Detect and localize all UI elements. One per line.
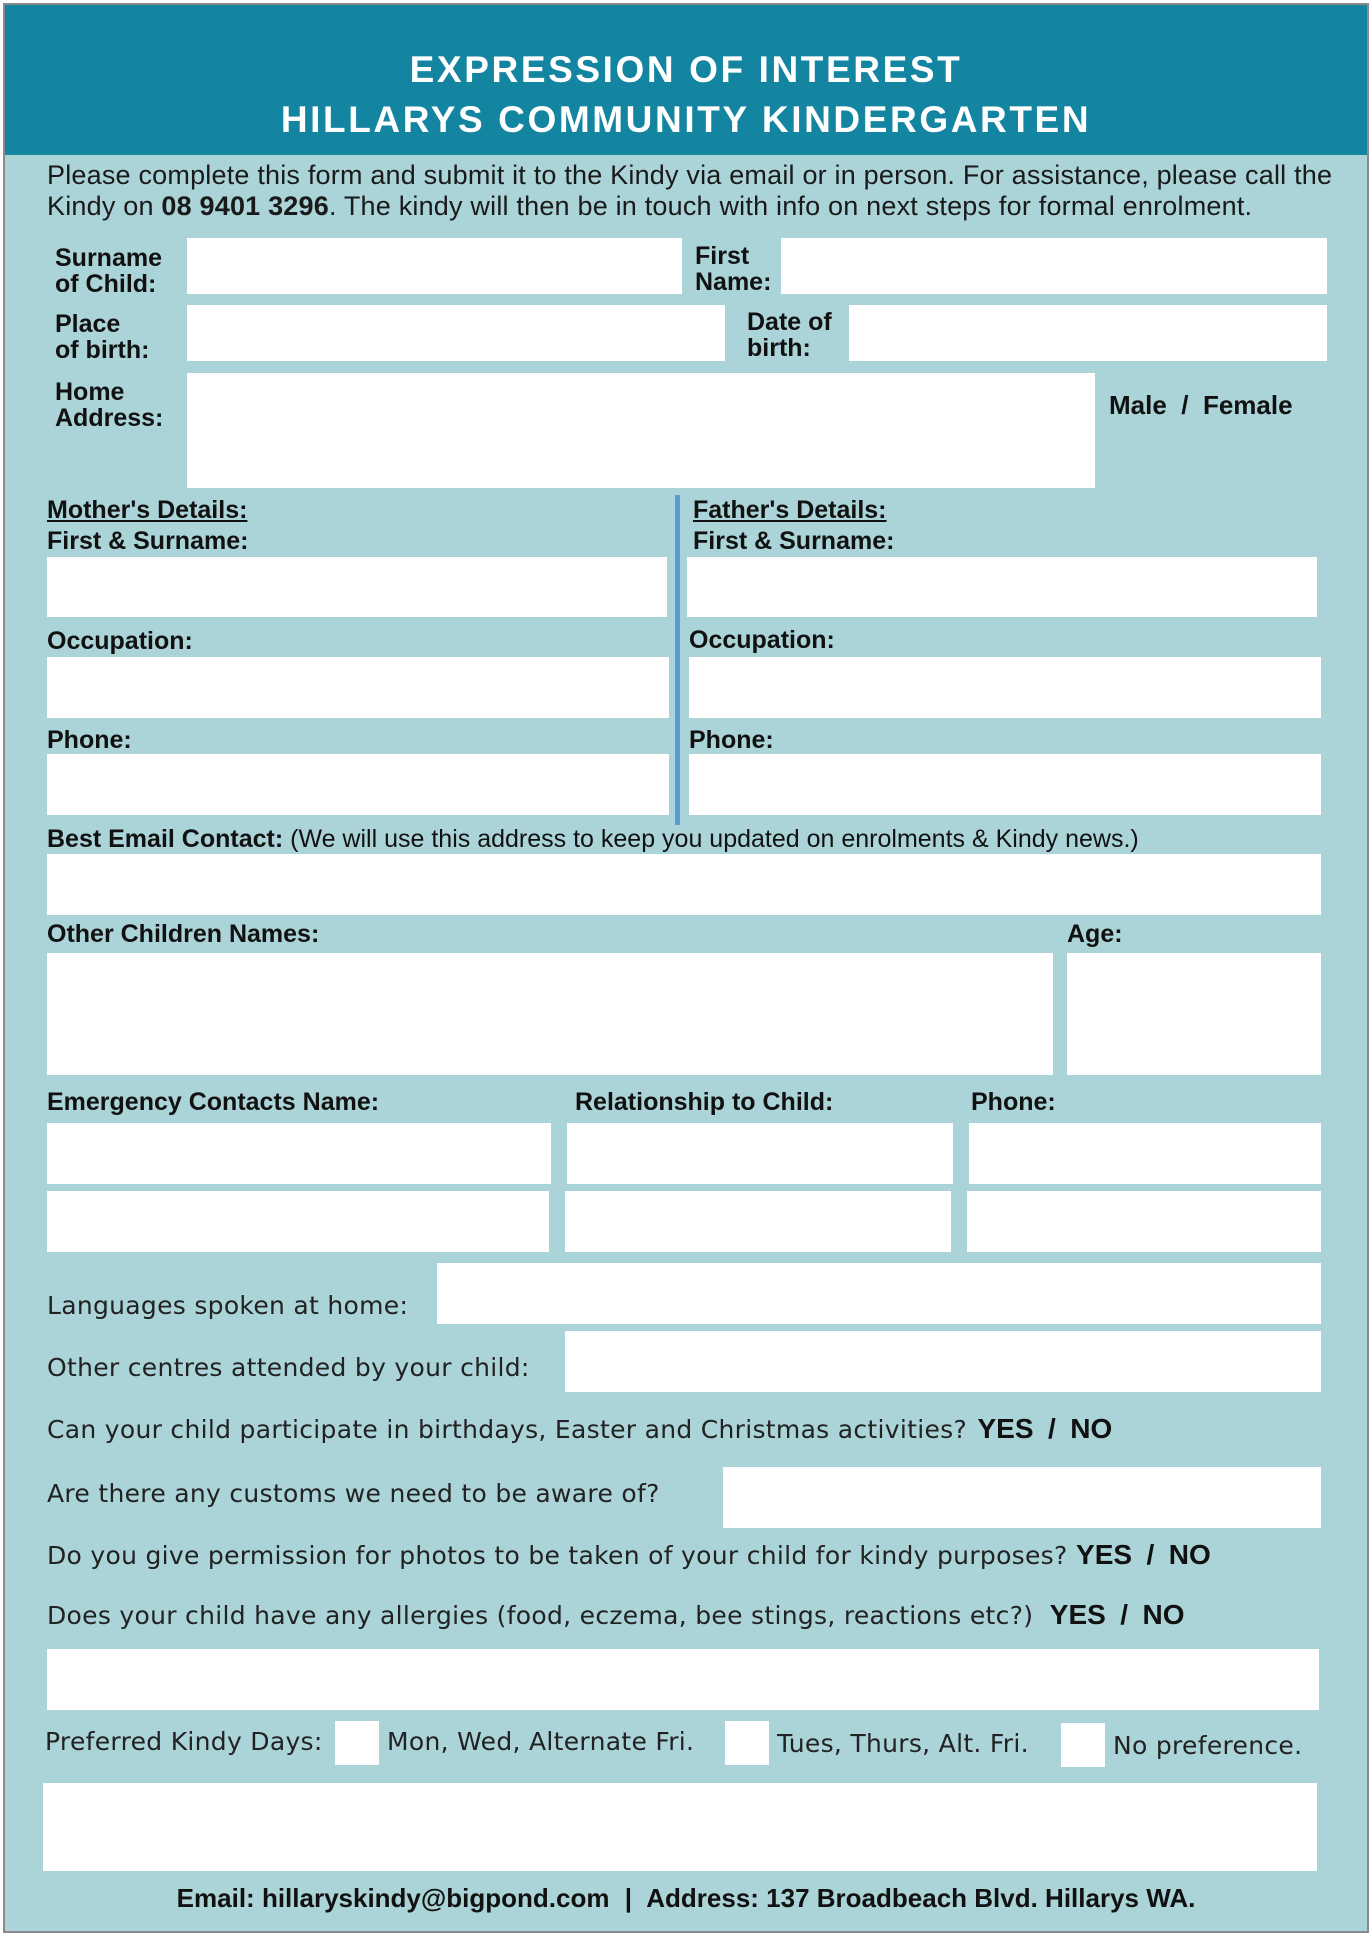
email-field[interactable]	[47, 854, 1321, 915]
photos-yes[interactable]: YES	[1076, 1539, 1133, 1570]
kindy-phone-number: 08 9401 3296	[161, 191, 329, 221]
emergency-phone-label: Phone:	[971, 1088, 1056, 1116]
father-name-field[interactable]	[687, 557, 1317, 617]
email-contact-label	[47, 825, 1139, 854]
days-option1-label: Mon, Wed, Alternate Fri.	[387, 1727, 695, 1756]
emergency-name-field-2[interactable]	[47, 1191, 549, 1252]
first-name-label-line1: First	[695, 242, 750, 270]
days-option1-checkbox[interactable]	[335, 1721, 379, 1765]
email-contact-label-bold: Best Email Contact:	[47, 825, 284, 853]
allergies-field[interactable]	[47, 1649, 1319, 1710]
photos-question	[47, 1539, 1211, 1571]
date-of-birth-field[interactable]	[849, 305, 1327, 361]
first-name-label-line2: Name:	[695, 268, 772, 296]
photos-separator: /	[1146, 1539, 1155, 1570]
surname-label	[55, 245, 162, 297]
celebrations-question	[47, 1413, 1112, 1445]
mother-name-field[interactable]	[47, 557, 667, 617]
celebrations-separator: /	[1047, 1413, 1056, 1444]
father-occupation-label: Occupation:	[689, 626, 835, 654]
footer-address-label: Address:	[646, 1883, 759, 1913]
father-phone-label: Phone:	[689, 726, 774, 754]
date-of-birth-label	[747, 309, 832, 361]
other-children-label: Other Children Names:	[47, 920, 320, 948]
photos-no[interactable]: NO	[1168, 1539, 1211, 1570]
emergency-relationship-field-2[interactable]	[565, 1191, 951, 1252]
gender-male-option[interactable]: Male	[1109, 390, 1167, 420]
days-option2-checkbox[interactable]	[725, 1721, 769, 1765]
photos-question-text: Do you give permission for photos to be taken of your child for kindy purposes?	[47, 1541, 1068, 1570]
first-name-label	[695, 243, 771, 295]
home-address-label-line2: Address:	[55, 404, 164, 432]
father-details-heading: Father's Details:	[693, 496, 887, 524]
date-of-birth-label-line1: Date of	[747, 308, 832, 336]
home-address-label	[55, 379, 163, 431]
email-contact-note: (We will use this address to keep you updated on enrolments & Kindy news.)	[283, 825, 1139, 853]
emergency-phone-field-2[interactable]	[967, 1191, 1321, 1252]
emergency-phone-field-1[interactable]	[969, 1123, 1321, 1184]
father-occupation-field[interactable]	[689, 657, 1321, 718]
emergency-name-label: Emergency Contacts Name:	[47, 1088, 380, 1116]
gender-options	[1109, 392, 1293, 418]
celebrations-no[interactable]: NO	[1070, 1413, 1113, 1444]
intro-part1: Please complete this form and submit it to the Kindy via email or in person. For assistance, please call the Kindy on	[47, 160, 1333, 221]
place-of-birth-field[interactable]	[187, 305, 725, 361]
father-name-label: First & Surname:	[693, 527, 895, 555]
place-of-birth-label-line2: of birth:	[55, 336, 150, 364]
customs-field[interactable]	[723, 1467, 1321, 1528]
other-centres-field[interactable]	[565, 1331, 1321, 1392]
intro-text	[47, 160, 1347, 222]
mother-name-label: First & Surname:	[47, 527, 249, 555]
footer-email-label: Email:	[176, 1883, 255, 1913]
emergency-name-field-1[interactable]	[47, 1123, 551, 1184]
languages-field[interactable]	[437, 1263, 1321, 1324]
home-address-field[interactable]	[187, 373, 1095, 488]
celebrations-question-text: Can your child participate in birthdays, Easter and Christmas activities?	[47, 1415, 968, 1444]
languages-label: Languages spoken at home:	[47, 1291, 409, 1320]
notes-field[interactable]	[43, 1783, 1317, 1871]
form-header	[5, 5, 1367, 155]
form-page	[3, 3, 1369, 1933]
surname-field[interactable]	[187, 238, 682, 294]
place-of-birth-label	[55, 311, 149, 363]
age-label: Age:	[1067, 920, 1123, 948]
intro-part2: . The kindy will then be in touch with info on next steps for formal enrolment.	[328, 191, 1253, 221]
date-of-birth-label-line2: birth:	[747, 334, 811, 362]
preferred-days-label: Preferred Kindy Days:	[45, 1727, 323, 1756]
allergies-question-text: Does your child have any allergies (food, eczema, bee stings, reactions etc?)	[47, 1601, 1034, 1630]
mother-occupation-label: Occupation:	[47, 627, 193, 655]
gender-female-option[interactable]: Female	[1202, 390, 1293, 420]
other-centres-label: Other centres attended by your child:	[47, 1353, 530, 1382]
surname-label-line1: Surname	[55, 244, 162, 272]
form-title-line1: EXPRESSION OF INTEREST	[409, 49, 963, 90]
footer-contact	[5, 1883, 1367, 1914]
celebrations-yes[interactable]: YES	[977, 1413, 1034, 1444]
days-option3-label: No preference.	[1113, 1731, 1303, 1760]
days-option2-label: Tues, Thurs, Alt. Fri.	[777, 1729, 1029, 1758]
surname-label-line2: of Child:	[55, 270, 157, 298]
allergies-no[interactable]: NO	[1142, 1599, 1185, 1630]
allergies-yes[interactable]: YES	[1049, 1599, 1106, 1630]
form-title-line2: HILLARYS COMMUNITY KINDERGARTEN	[280, 99, 1092, 140]
first-name-field[interactable]	[781, 238, 1327, 294]
other-children-age-field[interactable]	[1067, 953, 1321, 1075]
mother-phone-label: Phone:	[47, 726, 132, 754]
mother-occupation-field[interactable]	[47, 657, 669, 718]
parents-divider	[675, 495, 680, 825]
customs-label: Are there any customs we need to be aware of?	[47, 1479, 660, 1508]
footer-email[interactable]: hillaryskindy@bigpond.com	[261, 1883, 610, 1913]
footer-address: 137 Broadbeach Blvd. Hillarys WA.	[766, 1883, 1196, 1913]
mother-phone-field[interactable]	[47, 754, 669, 815]
mother-details-heading: Mother's Details:	[47, 496, 248, 524]
emergency-relationship-label: Relationship to Child:	[575, 1088, 834, 1116]
other-children-names-field[interactable]	[47, 953, 1053, 1075]
allergies-question	[47, 1599, 1185, 1631]
father-phone-field[interactable]	[689, 754, 1321, 815]
allergies-separator: /	[1120, 1599, 1129, 1630]
footer-separator: |	[624, 1883, 632, 1913]
days-option3-checkbox[interactable]	[1061, 1723, 1105, 1767]
emergency-relationship-field-1[interactable]	[567, 1123, 953, 1184]
place-of-birth-label-line1: Place	[55, 310, 121, 338]
gender-separator: /	[1181, 390, 1189, 420]
home-address-label-line1: Home	[55, 378, 125, 406]
